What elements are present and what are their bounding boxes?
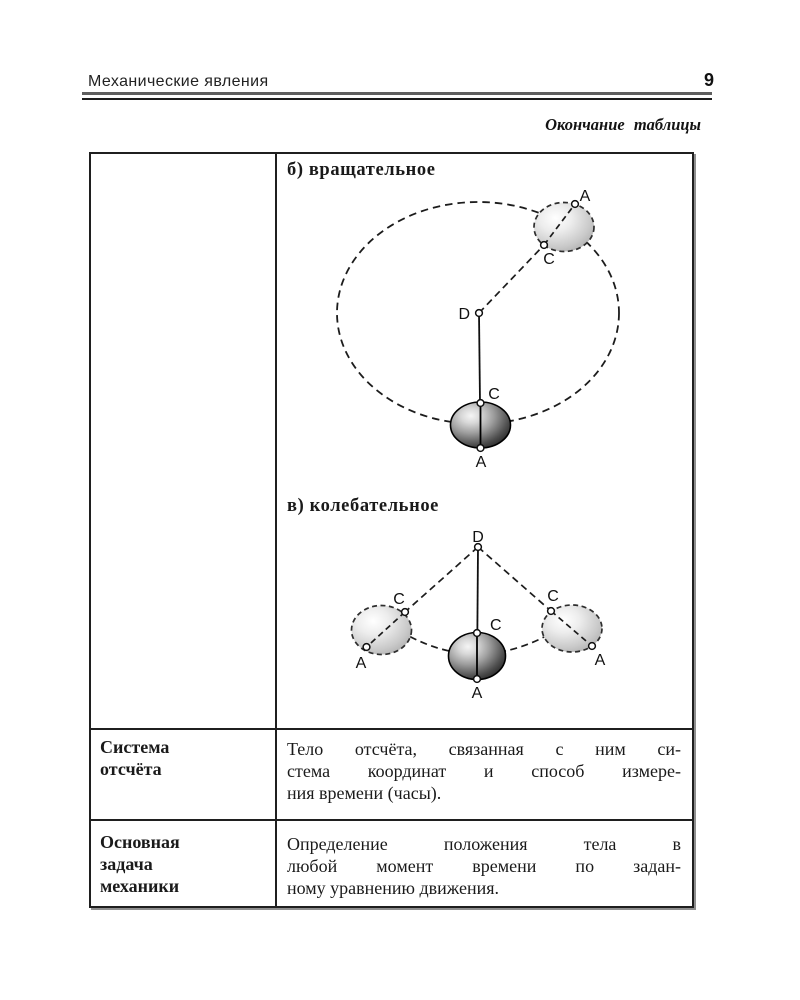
term-line: задача bbox=[100, 854, 153, 874]
term-line: механики bbox=[100, 876, 180, 896]
point-label-D: D bbox=[472, 529, 484, 546]
point-label-C-bottom: C bbox=[488, 386, 500, 403]
term-line: отсчёта bbox=[100, 759, 162, 779]
header-rule-bottom bbox=[82, 98, 712, 101]
term-reference-frame bbox=[100, 736, 169, 780]
point-marker-C-bottom bbox=[477, 400, 484, 407]
row-divider-2 bbox=[91, 819, 692, 821]
point-label-C-center: C bbox=[490, 617, 502, 634]
motion-item-oscillatory-label: в) колебательное bbox=[287, 496, 439, 516]
point-marker-C-right bbox=[548, 608, 555, 615]
radius-dashed-line bbox=[479, 245, 544, 313]
term-main-task bbox=[100, 831, 180, 897]
point-label-C-right: C bbox=[547, 588, 559, 605]
definition-reference-frame bbox=[287, 738, 681, 804]
point-marker-A-top bbox=[572, 201, 579, 208]
point-marker-A-center bbox=[474, 676, 481, 683]
point-label-C-top: C bbox=[543, 251, 555, 268]
definition-line: стема координат и способ измере- bbox=[287, 761, 681, 781]
column-divider bbox=[275, 154, 277, 906]
right-string-dashed-line bbox=[478, 547, 551, 611]
summary-table bbox=[89, 152, 694, 908]
row-divider-1 bbox=[91, 728, 692, 730]
point-marker-C-center bbox=[474, 630, 481, 637]
page-number: 9 bbox=[703, 70, 714, 90]
point-marker-A-left bbox=[363, 644, 370, 651]
point-marker-A-bottom bbox=[477, 445, 484, 452]
definition-line: Определение положения тела в bbox=[287, 834, 681, 854]
point-marker-C-left bbox=[402, 609, 409, 616]
definition-line: Тело отсчёта, связанная с ним си- bbox=[287, 739, 681, 759]
point-label-A-bottom: A bbox=[475, 454, 487, 471]
point-marker-D bbox=[476, 310, 483, 317]
point-label-A-left: A bbox=[355, 655, 367, 672]
point-label-A-right: A bbox=[594, 652, 606, 669]
left-string-dashed-line bbox=[405, 547, 478, 612]
oscillatory-motion-diagram bbox=[330, 525, 620, 705]
term-line: Основная bbox=[100, 832, 180, 852]
header-rule-top bbox=[82, 92, 712, 95]
table-caption: Окончание таблицы bbox=[545, 115, 701, 134]
motion-item-rotational-label: б) вращательное bbox=[287, 160, 436, 180]
point-marker-A-right bbox=[589, 643, 596, 650]
point-label-A-center: A bbox=[471, 685, 483, 702]
point-label-A-top: A bbox=[579, 188, 591, 205]
definition-line: ния времени (часы). bbox=[287, 783, 442, 803]
term-line: Система bbox=[100, 737, 170, 757]
point-label-D: D bbox=[458, 306, 470, 323]
definition-line: ному уравнению движения. bbox=[287, 878, 500, 898]
point-marker-C-top bbox=[541, 242, 548, 249]
definition-line: любой момент времени по задан- bbox=[287, 856, 681, 876]
running-head-title: Механические явления bbox=[88, 73, 269, 90]
point-label-C-left: C bbox=[393, 591, 405, 608]
definition-main-task bbox=[287, 833, 681, 899]
rotational-motion-diagram bbox=[320, 185, 650, 475]
